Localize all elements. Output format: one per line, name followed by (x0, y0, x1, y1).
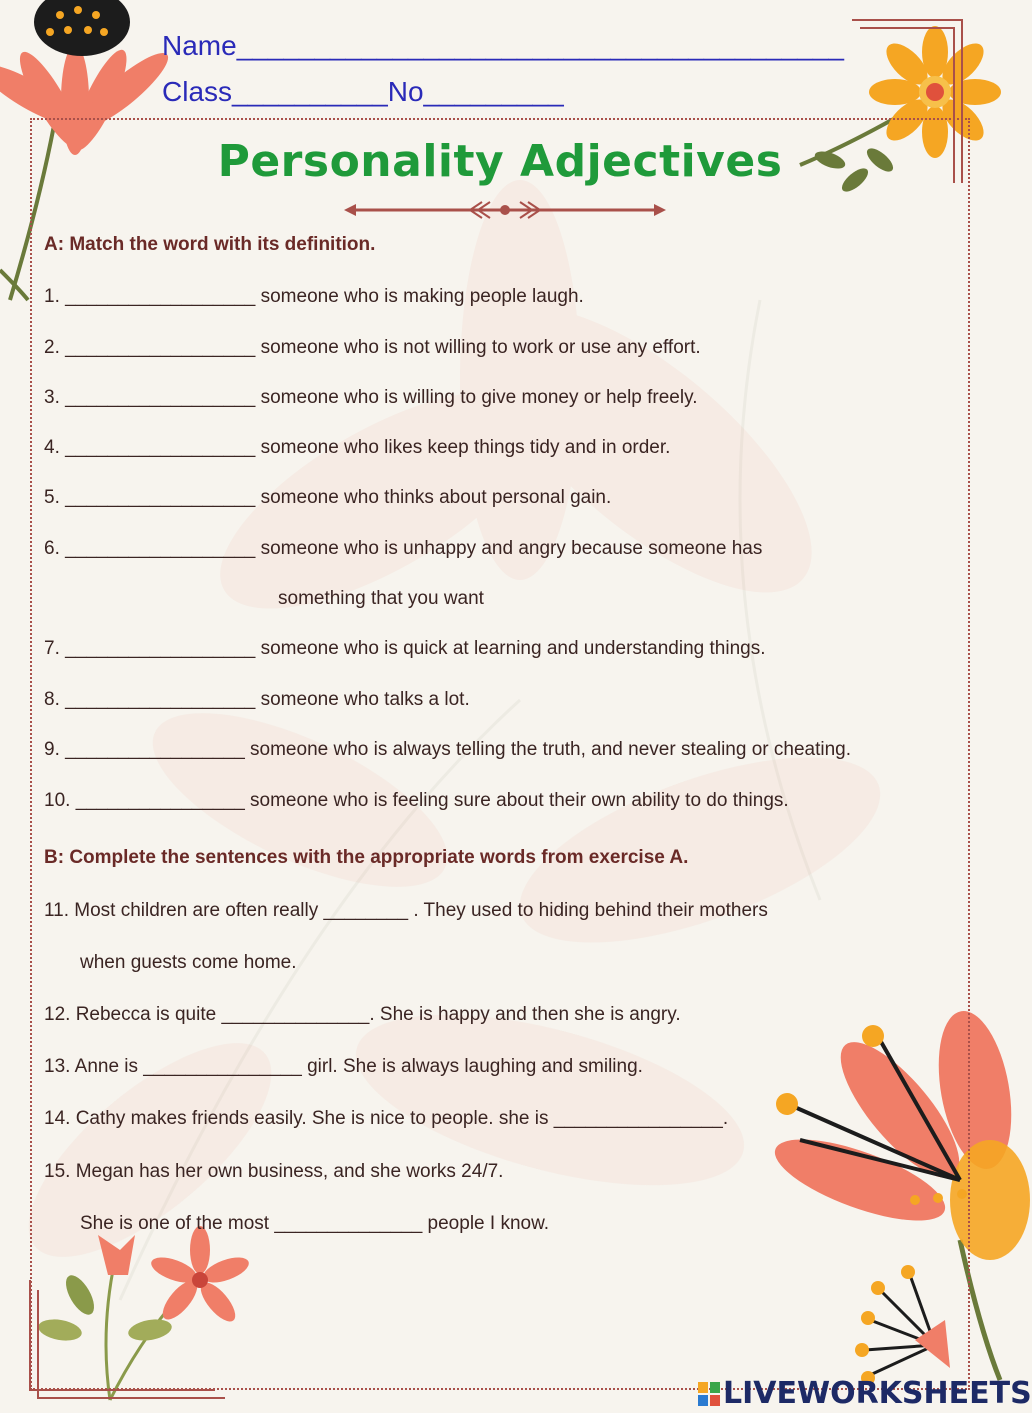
student-name-line[interactable]: Name_______________________________________ (162, 30, 845, 61)
page-title: Personality Adjectives (217, 136, 783, 187)
definition-item-6-continued: something that you want (278, 588, 484, 609)
definition-item-5[interactable]: 5. __________________ someone who thinks about personal gain. (44, 487, 612, 508)
sentence-item-13[interactable]: 13. Anne is _______________ girl. She is always laughing and smiling. (44, 1056, 643, 1077)
class-number-line[interactable]: Class__________No_________ (162, 76, 564, 107)
liveworksheets-logo-icon (698, 1382, 720, 1406)
definition-item-10[interactable]: 10. ________________ someone who is feeling sure about their own ability to do things. (44, 790, 789, 811)
definition-item-1[interactable]: 1. __________________ someone who is making people laugh. (44, 286, 584, 307)
definition-item-9[interactable]: 9. _________________ someone who is always telling the truth, and never stealing or cheating. (44, 739, 851, 760)
definition-item-3[interactable]: 3. __________________ someone who is willing to give money or help freely. (44, 387, 698, 408)
watermark-text: LIVEWORKSHEETS (723, 1376, 1032, 1411)
sentence-item-12[interactable]: 12. Rebecca is quite ______________. She is happy and then she is angry. (44, 1004, 681, 1025)
definition-item-4[interactable]: 4. __________________ someone who likes keep things tidy and in order. (44, 437, 671, 458)
sentence-item-11-continued: when guests come home. (80, 952, 297, 973)
section-b-heading: B: Complete the sentences with the appropriate words from exercise A. (44, 847, 689, 868)
sentence-item-15-continued[interactable]: She is one of the most ______________ people I know. (80, 1213, 550, 1234)
liveworksheets-watermark (698, 1376, 1032, 1411)
sentence-item-14[interactable]: 14. Cathy makes friends easily. She is nice to people. she is ________________. (44, 1108, 729, 1129)
title-divider-ornament (340, 198, 670, 222)
definition-item-6[interactable]: 6. __________________ someone who is unhappy and angry because someone has (44, 538, 763, 559)
sentence-item-15: 15. Megan has her own business, and she works 24/7. (44, 1161, 504, 1182)
definition-item-7[interactable]: 7. __________________ someone who is quick at learning and understanding things. (44, 638, 766, 659)
definition-item-8[interactable]: 8. __________________ someone who talks a lot. (44, 689, 470, 710)
definition-item-2[interactable]: 2. __________________ someone who is not willing to work or use any effort. (44, 337, 701, 358)
section-a-heading: A: Match the word with its definition. (44, 234, 376, 255)
sentence-item-11[interactable]: 11. Most children are often really ________ . They used to hiding behind their mothers (44, 900, 768, 921)
